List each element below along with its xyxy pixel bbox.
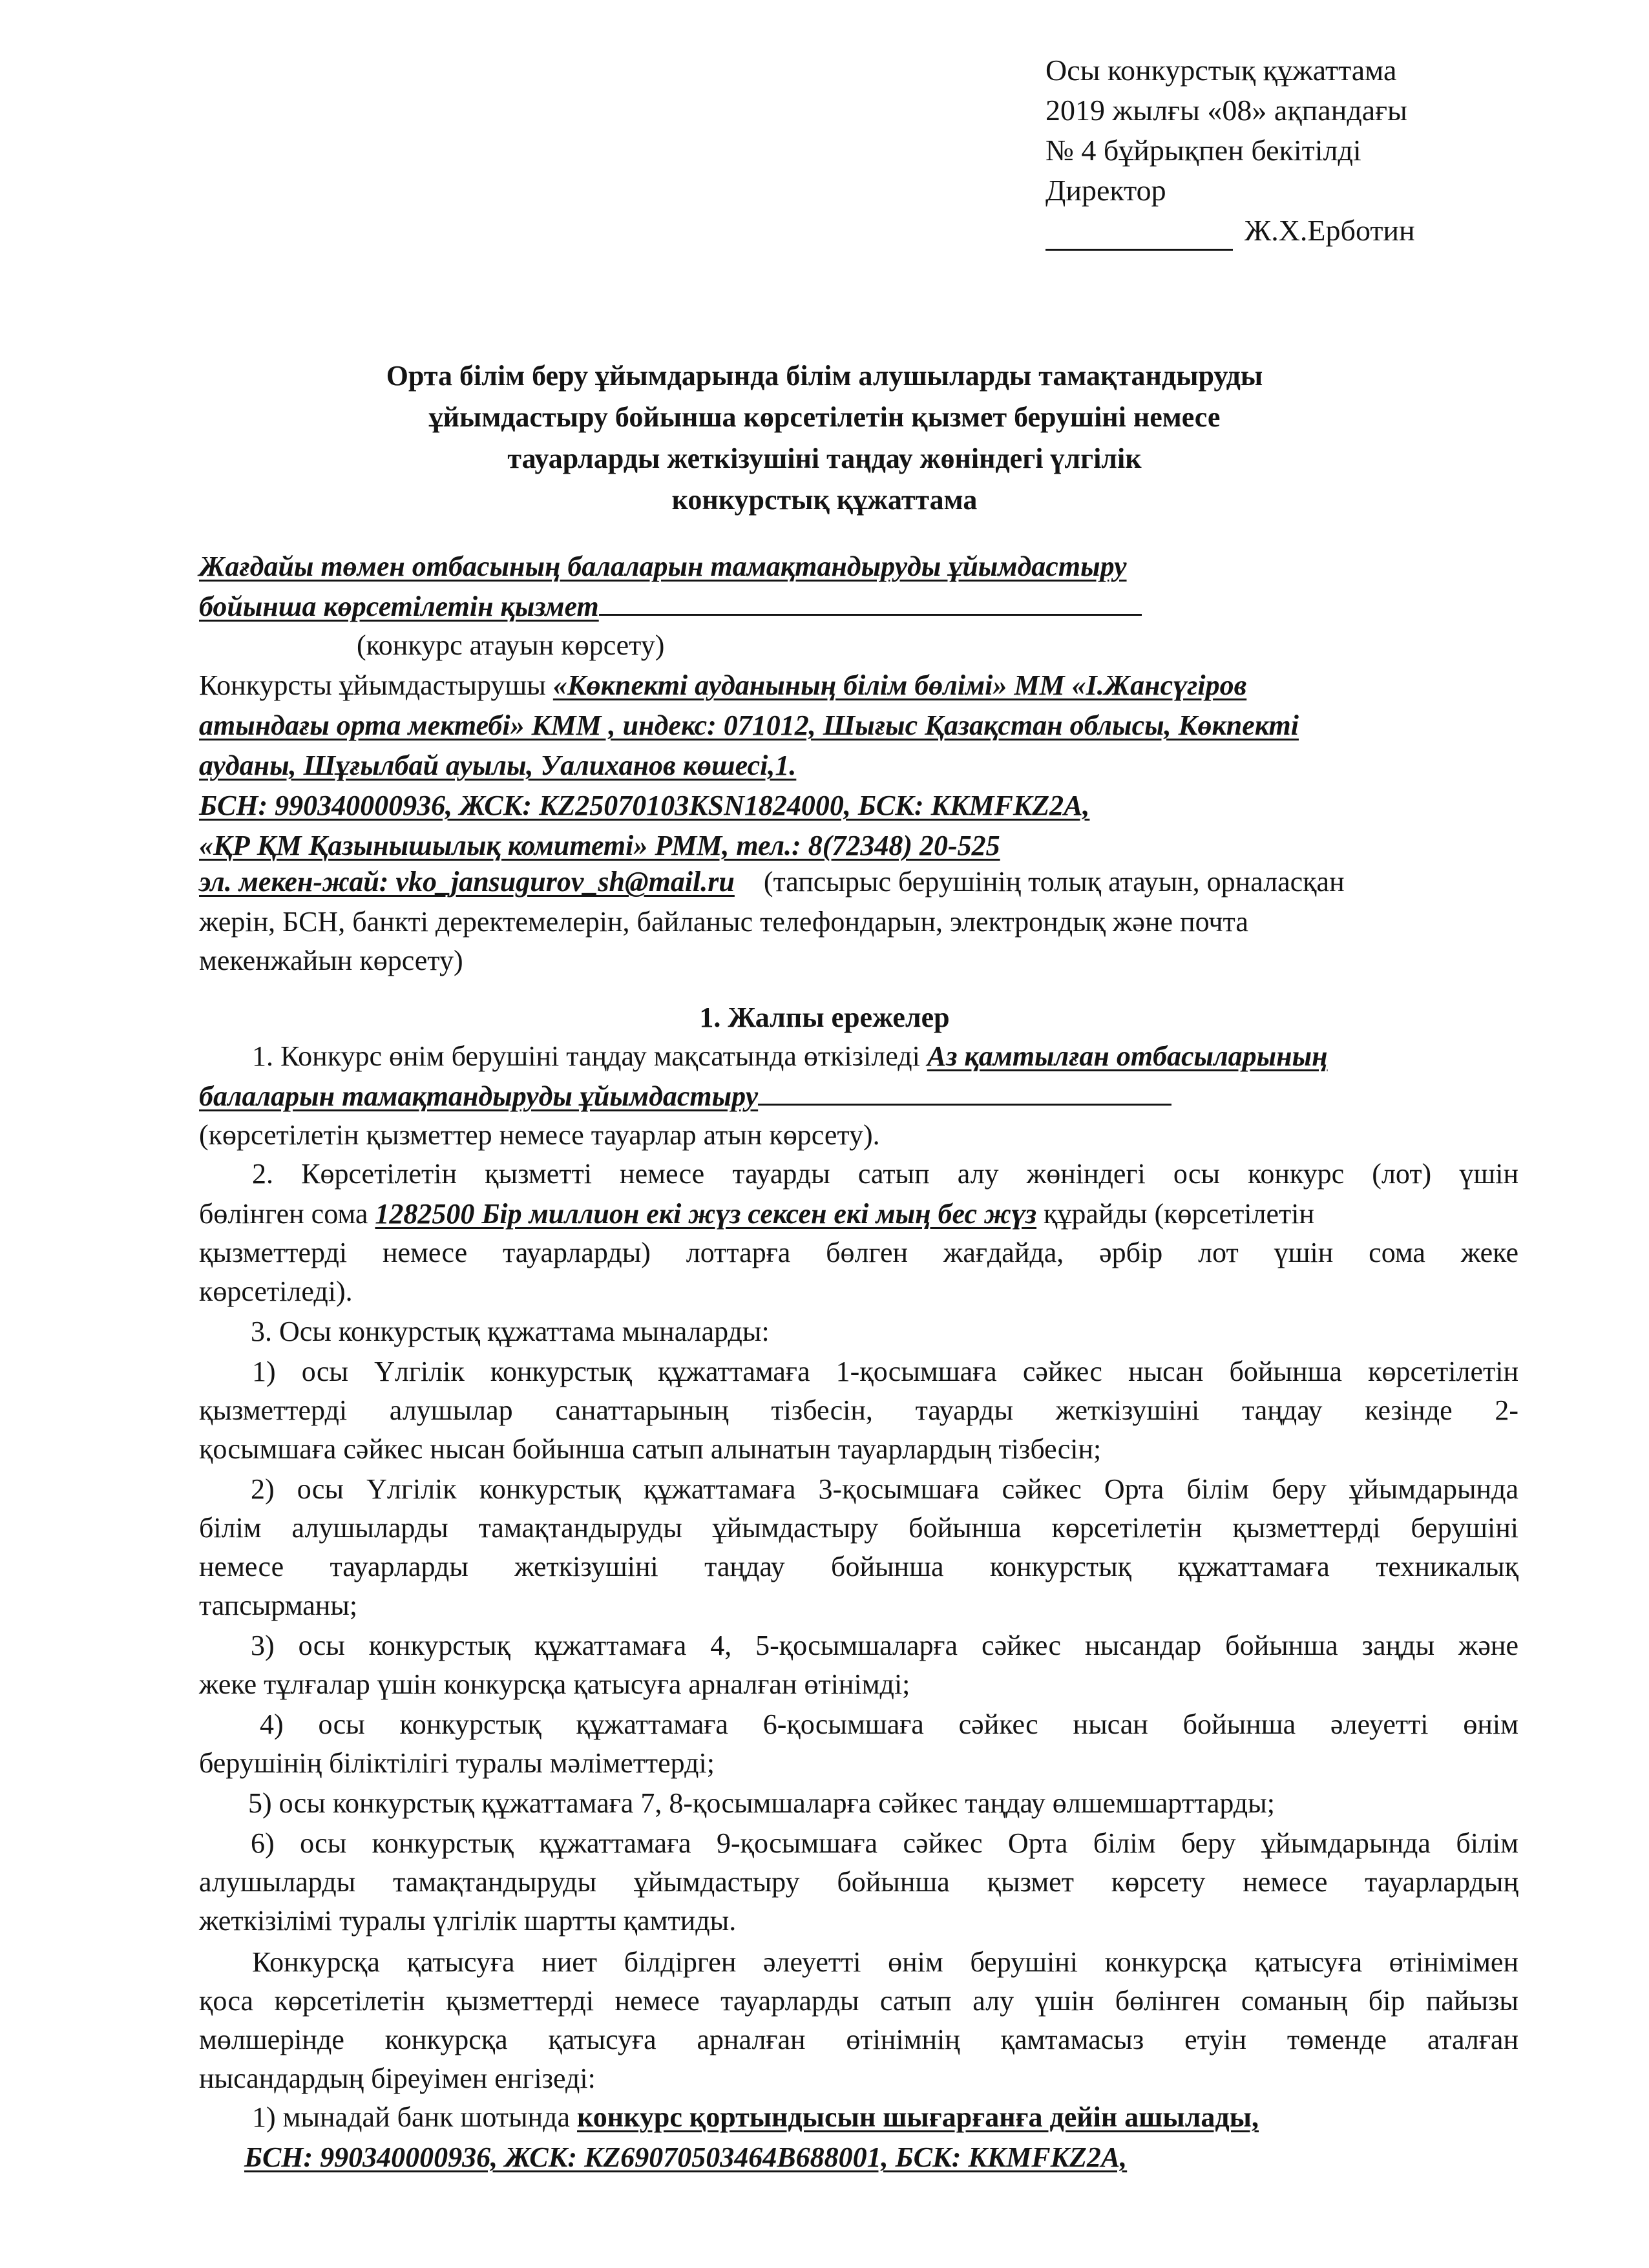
organizer-label: Конкурсты ұйымдастырушы <box>199 669 546 701</box>
item-1-line-2: қызметтерді алушылар санаттарының тізбесін, тауарды жеткізушіні таңдау кезінде 2- <box>199 1394 1518 1426</box>
contest-name-row-2 <box>199 587 1194 627</box>
approval-line-2: 2019 жылғы «08» ақпандағы <box>1045 94 1407 127</box>
p2-suffix: құрайды (көрсетілетін <box>1044 1198 1315 1230</box>
item-1-line-1: 1) осы Үлгілік конкурстық құжаттамаға 1-қосымшаға сәйкес нысан бойынша көрсетілетін <box>252 1356 1518 1387</box>
p4-line-2: қоса көрсетілетін қызметтерді немесе тауарларды сатып алу үшін бөлінген соманың бір пайызы <box>199 1985 1518 2017</box>
item-3-line-1: 3) осы конкурстық құжаттамаға 4, 5-қосымшаларға сәйкес нысандар бойынша заңды және <box>251 1630 1518 1661</box>
organizer-hint-line-1: (тапсырыс берушінің толық атауын, орналасқан <box>763 866 1345 898</box>
p1-row-2 <box>199 1076 1171 1117</box>
p2-amount: 1282500 Бір миллион екі жүз сексен екі мың бес жүз <box>375 1198 1037 1230</box>
p4-line-1: Конкурсқа қатысуға ниет білдірген әлеуетті өнім берушіні конкурсқа қатысуға өтінімімен <box>252 1946 1518 1978</box>
p2-prefix: бөлінген сома <box>199 1198 368 1230</box>
bank-prefix: 1) мынадай банк шотында <box>252 2101 570 2133</box>
organizer-hint-line-3: мекенжайын көрсету) <box>199 945 463 976</box>
organizer-line-2: атындағы орта мектебі» КММ , индекс: 071012, Шығыс Қазақстан облысы, Көкпекті <box>199 709 1299 741</box>
doc-title-line-1: Орта білім беру ұйымдарында білім алушыларды тамақтандыруды <box>386 360 1263 392</box>
organizer-line-1: «Көкпекті ауданының білім бөлімі» ММ «І.Жансүгіров <box>552 669 1247 701</box>
organizer-hint-line-2: жерін, БСН, банкті деректемелерін, байланыс телефондарын, электрондық және почта <box>199 906 1248 938</box>
p2-line-4: көрсетіледі). <box>199 1276 353 1307</box>
p4-line-3: мөлшерінде конкурсқа қатысуға арналған өтінімнің қамтамасыз етуін төменде аталған <box>199 2024 1518 2055</box>
p2-line-3: қызметтерді немесе тауарларды) лоттарға бөлген жағдайда, әрбір лот үшін сома жеке <box>199 1237 1518 1268</box>
approval-line-3: № 4 бұйрықпен бекітілді <box>1045 134 1361 167</box>
signer-name: Ж.Х.Ерботин <box>1245 214 1415 247</box>
organizer-line-3: ауданы, Шұғылбай ауылы, Уалиханов көшесі,1. <box>199 750 797 781</box>
bank-row-1 <box>252 2097 1259 2137</box>
approval-line-1: Осы конкурстық құжаттама <box>1045 54 1397 87</box>
doc-title-line-2: ұйымдастыру бойынша көрсетілетін қызмет берушіні немесе <box>428 401 1221 433</box>
item-3-line-2: жеке тұлғалар үшін конкурсқа қатысуға арналған өтінімді; <box>199 1668 910 1700</box>
item-1-line-3: қосымшаға сәйкес нысан бойынша сатып алынатын тауарлардың тізбесін; <box>199 1433 1102 1465</box>
organizer-row-6 <box>199 862 1504 902</box>
item-6-line-3: жеткізілімі туралы үлгілік шартты қамтиды. <box>199 1905 737 1937</box>
organizer-line-5: «ҚР ҚМ Қазынышылық комитеті» РММ, тел.: 8(72348) 20-525 <box>199 830 1000 861</box>
p2-line-1: 2. Көрсетілетін қызметті немесе тауарды сатып алу жөніндегі осы конкурс (лот) үшін <box>252 1158 1518 1190</box>
item-4-line-2: берушінің біліктілігі туралы мәліметтерді; <box>199 1747 715 1779</box>
p4-line-4: нысандардың біреуімен енгізеді: <box>199 2063 596 2094</box>
doc-title-line-3: тауарларды жеткізушіні таңдау жөніндегі үлгілік <box>507 443 1142 474</box>
contest-name-line-1: Жағдайы төмен отбасының балаларын тамақтандыруды ұйымдастыру <box>199 551 1127 582</box>
p1-prefix: 1. Конкурс өнім берушіні таңдау мақсатында өткізіледі <box>252 1040 920 1072</box>
item-2-line-2: білім алушыларды тамақтандыруды ұйымдастыру бойынша көрсетілетін қызметтерді берушіні <box>199 1512 1518 1544</box>
item-2-line-4: тапсырманы; <box>199 1590 358 1621</box>
p1-value-line-2: балаларын тамақтандыруды ұйымдастыру <box>199 1080 759 1112</box>
bank-value: конкурс қортындысын шығарғанға дейін ашылады, <box>577 2101 1259 2133</box>
item-5-line-1: 5) осы конкурстық құжаттамаға 7, 8-қосымшаларға сәйкес таңдау өлшемшарттарды; <box>248 1787 1275 1819</box>
organizer-line-4: БСН: 990340000936, ЖСК: KZ25070103KSN1824000, БСК: KKMFKZ2A, <box>199 790 1090 821</box>
signature-row <box>1045 211 1415 251</box>
p1-hint: (көрсетілетін қызметтер немесе тауарлар атын көрсету). <box>199 1119 880 1151</box>
item-6-line-2: алушыларды тамақтандыруды ұйымдастыру бойынша қызмет көрсету немесе тауарлардың <box>199 1866 1518 1898</box>
p2-row-2 <box>199 1194 1314 1234</box>
approval-block <box>1045 50 1415 251</box>
p1-row-1 <box>252 1036 1328 1076</box>
fill-line <box>758 1078 1171 1106</box>
item-2-line-1: 2) осы Үлгілік конкурстық құжаттамаға 3-қосымшаға сәйкес Орта білім беру ұйымдарында <box>251 1473 1518 1505</box>
p3-intro: 3. Осы конкурстық құжаттама мыналарды: <box>251 1316 770 1347</box>
bank-line-2: БСН: 990340000936, ЖСК: KZ69070503464B688001, БСК: KKMFKZ2A, <box>244 2141 1128 2173</box>
organizer-email: эл. мекен-жай: vko_jansugurov_sh@mail.ru <box>199 866 735 898</box>
organizer-row-1 <box>199 666 1246 706</box>
doc-title-line-4: конкурстық құжаттама <box>671 484 978 516</box>
fill-line <box>599 588 1142 616</box>
section-heading: 1. Жалпы ережелер <box>699 1002 950 1033</box>
contest-name-line-2: бойынша көрсетілетін қызмет <box>199 591 599 622</box>
item-6-line-1: 6) осы конкурстық құжаттамаға 9-қосымшаға сәйкес Орта білім беру ұйымдарында білім <box>251 1827 1518 1859</box>
approval-line-4: Директор <box>1045 174 1166 207</box>
contest-name-hint: (конкурс атауын көрсету) <box>357 629 665 661</box>
item-2-line-3: немесе тауарларды жеткізушіні таңдау бойынша конкурстық құжаттамаға техникалық <box>199 1551 1518 1582</box>
item-4-line-1: 4) осы конкурстық құжаттамаға 6-қосымшаға сәйкес нысан бойынша әлеуетті өнім <box>260 1708 1518 1740</box>
p1-value-line-1: Аз қамтылған отбасыларының <box>927 1040 1328 1072</box>
signature-line <box>1045 220 1233 251</box>
